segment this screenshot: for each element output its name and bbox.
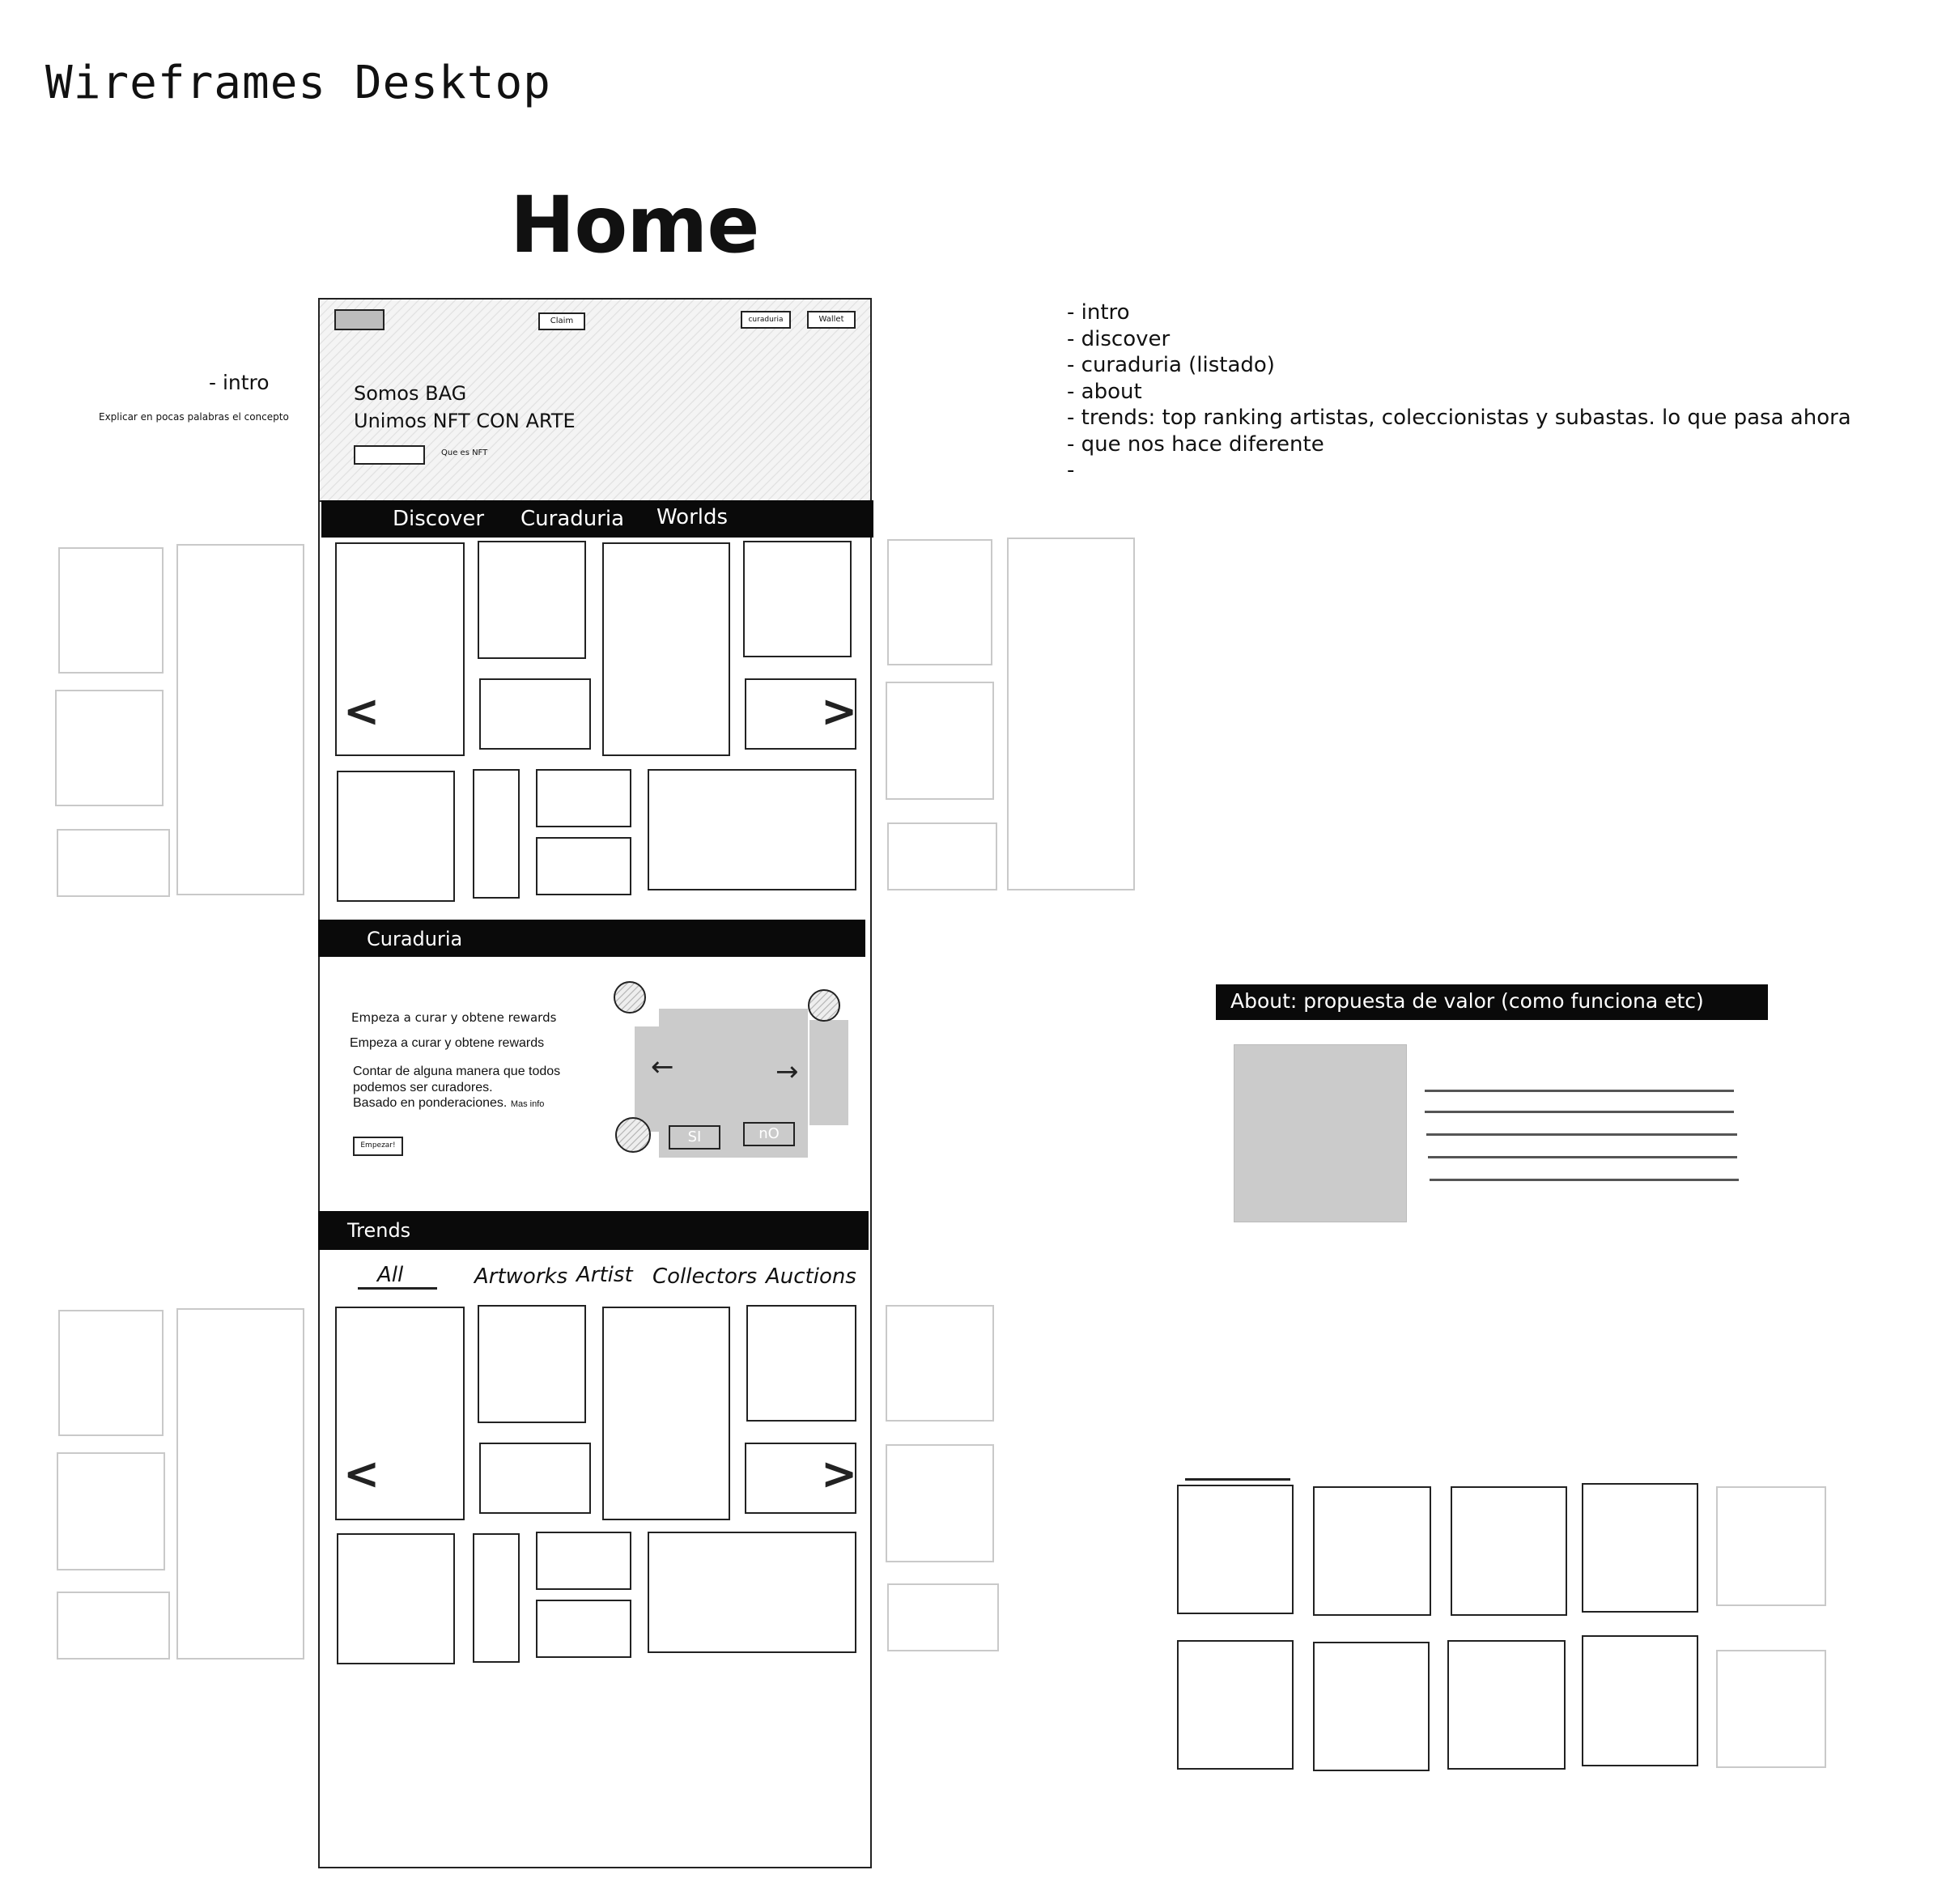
discover-card[interactable] bbox=[648, 769, 856, 890]
note-item: - trends: top ranking artistas, coleccionistas y subastas. lo que pasa ahora bbox=[1067, 406, 1851, 430]
curaduria-body-line: podemos ser curadores. bbox=[353, 1080, 493, 1094]
claim-button[interactable]: Claim bbox=[538, 312, 585, 330]
home-title: Home bbox=[510, 180, 759, 270]
trends-title: Trends bbox=[347, 1219, 411, 1242]
ghost-card bbox=[886, 682, 994, 800]
grid-header-line bbox=[1185, 1478, 1290, 1481]
discover-card[interactable] bbox=[473, 769, 520, 899]
start-button[interactable]: Empezar! bbox=[353, 1137, 403, 1156]
ghost-card bbox=[57, 829, 170, 897]
ghost-card bbox=[57, 1592, 170, 1660]
hero-section bbox=[320, 300, 870, 502]
discover-prev-arrow[interactable]: < bbox=[343, 686, 380, 737]
curaduria-heading-hand: Empeza a curar y obtene rewards bbox=[351, 1010, 557, 1025]
about-title: About: propuesta de valor (como funciona etc) bbox=[1230, 989, 1704, 1013]
discover-card[interactable] bbox=[536, 837, 631, 895]
hero-cta-caption[interactable]: Que es NFT bbox=[441, 448, 488, 457]
trends-prev-arrow[interactable]: < bbox=[343, 1448, 380, 1499]
notes-list bbox=[1067, 300, 1851, 484]
trend-card[interactable] bbox=[602, 1307, 730, 1520]
grid-tile[interactable] bbox=[1177, 1640, 1294, 1770]
note-item: - curaduria (listado) bbox=[1067, 353, 1275, 377]
ghost-card bbox=[887, 539, 992, 665]
avatar-circle bbox=[615, 1117, 651, 1153]
hero-line-2: Unimos NFT CON ARTE bbox=[354, 410, 576, 432]
swipe-left-arrow[interactable]: ← bbox=[651, 1051, 674, 1083]
trend-card[interactable] bbox=[648, 1532, 856, 1653]
no-button[interactable]: nO bbox=[743, 1122, 795, 1146]
curaduria-body-line: Contar de alguna manera que todos bbox=[353, 1065, 561, 1078]
canvas-title: Wireframes Desktop bbox=[45, 57, 551, 109]
trend-card[interactable] bbox=[536, 1600, 631, 1658]
nav-bar bbox=[321, 500, 873, 538]
grid-tile[interactable] bbox=[1451, 1486, 1567, 1616]
trends-bar bbox=[318, 1211, 869, 1250]
trends-tab-auctions[interactable]: Auctions bbox=[766, 1264, 856, 1289]
trends-tab-artist[interactable]: Artist bbox=[576, 1263, 633, 1287]
discover-card[interactable] bbox=[478, 541, 586, 659]
trends-tab-artworks[interactable]: Artworks bbox=[474, 1264, 568, 1289]
ghost-card bbox=[55, 690, 164, 806]
note-item: - discover bbox=[1067, 326, 1171, 351]
card-stack-back bbox=[809, 1020, 848, 1125]
wallet-button[interactable]: Wallet bbox=[807, 311, 856, 329]
discover-card[interactable] bbox=[602, 542, 730, 756]
grid-tile[interactable] bbox=[1582, 1635, 1698, 1766]
side-note-label: - intro bbox=[209, 371, 270, 394]
swipe-right-arrow[interactable]: → bbox=[775, 1056, 799, 1088]
curaduria-bar bbox=[318, 920, 865, 957]
ghost-card bbox=[58, 1310, 164, 1436]
ghost-card bbox=[57, 1452, 165, 1570]
trends-next-arrow[interactable]: > bbox=[821, 1448, 858, 1499]
active-tab-underline bbox=[358, 1287, 437, 1290]
text-line-placeholder bbox=[1425, 1090, 1734, 1092]
trend-card[interactable] bbox=[536, 1532, 631, 1590]
yes-button[interactable]: SI bbox=[669, 1125, 720, 1150]
text-line-placeholder bbox=[1425, 1111, 1734, 1113]
avatar-circle bbox=[808, 989, 840, 1022]
avatar-circle bbox=[614, 981, 646, 1014]
trend-card[interactable] bbox=[746, 1305, 856, 1422]
note-item: - que nos hace diferente bbox=[1067, 431, 1324, 457]
curaduria-heading: Empeza a curar y obtene rewards bbox=[350, 1036, 545, 1050]
grid-tile[interactable] bbox=[1177, 1485, 1294, 1614]
ghost-card bbox=[887, 1583, 999, 1651]
note-item: - about bbox=[1067, 379, 1142, 404]
trend-card[interactable] bbox=[337, 1533, 455, 1664]
note-item: - intro bbox=[1067, 300, 1130, 325]
grid-tile-ghost bbox=[1716, 1486, 1826, 1606]
ghost-card bbox=[176, 544, 304, 895]
hero-line-1: Somos BAG bbox=[354, 382, 467, 405]
discover-card[interactable] bbox=[743, 541, 852, 657]
hero-cta-button[interactable] bbox=[354, 445, 425, 465]
more-info-link[interactable]: Mas info bbox=[510, 1099, 545, 1109]
ghost-card bbox=[886, 1305, 994, 1422]
grid-tile[interactable] bbox=[1447, 1640, 1566, 1770]
about-image-placeholder bbox=[1234, 1044, 1407, 1222]
curaduria-title: Curaduria bbox=[367, 928, 463, 950]
ghost-card bbox=[58, 547, 164, 674]
discover-card[interactable] bbox=[479, 678, 591, 750]
ghost-card bbox=[176, 1308, 304, 1660]
trends-tab-all[interactable]: All bbox=[377, 1263, 404, 1287]
grid-tile[interactable] bbox=[1313, 1642, 1430, 1771]
text-line-placeholder bbox=[1430, 1179, 1739, 1181]
tab-discover[interactable]: Discover bbox=[393, 507, 485, 531]
side-note-detail: Explicar en pocas palabras el concepto bbox=[99, 411, 289, 423]
tab-worlds[interactable]: Worlds bbox=[656, 505, 729, 529]
logo-placeholder[interactable] bbox=[334, 309, 385, 330]
trends-tab-collectors[interactable]: Collectors bbox=[652, 1264, 758, 1289]
curaduria-body-line: Basado en ponderaciones. bbox=[353, 1096, 508, 1110]
grid-tile[interactable] bbox=[1313, 1486, 1431, 1616]
curaduria-button[interactable]: curaduria bbox=[741, 311, 791, 329]
ghost-card bbox=[886, 1444, 994, 1562]
trend-card[interactable] bbox=[478, 1305, 586, 1423]
curaduria-body bbox=[353, 1064, 560, 1113]
ghost-card bbox=[1007, 538, 1135, 890]
ghost-card bbox=[887, 822, 997, 890]
discover-next-arrow[interactable]: > bbox=[821, 686, 858, 737]
grid-tile[interactable] bbox=[1582, 1483, 1698, 1613]
tab-curaduria[interactable]: Curaduria bbox=[520, 507, 625, 531]
discover-card[interactable] bbox=[536, 769, 631, 827]
text-line-placeholder bbox=[1428, 1156, 1737, 1158]
trend-card[interactable] bbox=[479, 1443, 591, 1514]
note-item: - bbox=[1067, 458, 1075, 482]
grid-tile-ghost bbox=[1716, 1650, 1826, 1768]
discover-card[interactable] bbox=[337, 771, 455, 902]
trend-card[interactable] bbox=[473, 1533, 520, 1663]
text-line-placeholder bbox=[1426, 1133, 1737, 1136]
